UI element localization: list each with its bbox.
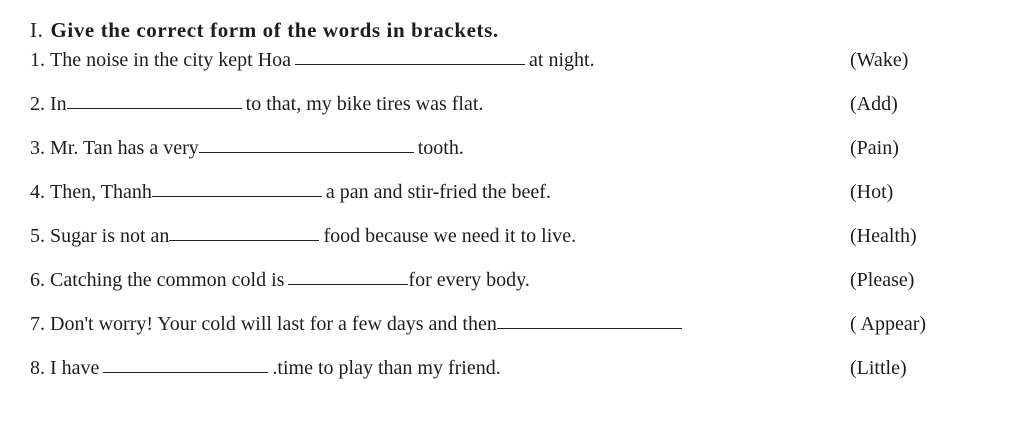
question-number: 1.	[30, 49, 45, 72]
word-cue: (Add)	[850, 93, 898, 116]
question-text-after-blank: .time to play than my friend.	[272, 357, 501, 380]
word-cue: (Little)	[850, 357, 907, 380]
answer-blank[interactable]	[288, 268, 408, 285]
question-body	[30, 313, 686, 334]
question-body	[30, 93, 483, 114]
question-text-after-blank: at night.	[529, 49, 595, 72]
question-number: 5.	[30, 225, 45, 248]
question-text-after-blank: food because we need it to live.	[323, 225, 577, 248]
word-cue: (Pain)	[850, 137, 899, 160]
question-number: 6.	[30, 269, 45, 292]
question-text-before-blank: In	[50, 93, 67, 116]
question-row	[30, 181, 1000, 225]
answer-blank[interactable]	[199, 136, 414, 153]
word-cue: (Health)	[850, 225, 917, 248]
question-body	[30, 269, 530, 290]
question-number: 3.	[30, 137, 45, 160]
question-row	[30, 225, 1000, 269]
question-number: 8.	[30, 357, 45, 380]
answer-blank[interactable]	[67, 92, 242, 109]
question-row	[30, 49, 1000, 93]
question-text-after-blank: to that, my bike tires was flat.	[245, 93, 484, 116]
question-body	[30, 225, 576, 246]
question-text-before-blank: Don't worry! Your cold will last for a few days and then	[50, 313, 497, 336]
section-heading-text: Give the correct form of the words in brackets.	[50, 18, 499, 42]
question-number: 4.	[30, 181, 45, 204]
question-row	[30, 357, 1000, 401]
question-text-before-blank: Catching the common cold is	[50, 269, 285, 292]
answer-blank[interactable]	[103, 356, 268, 373]
question-text-before-blank: Mr. Tan has a very	[50, 137, 199, 160]
question-text-before-blank: Then, Thanh	[50, 181, 152, 204]
question-text-after-blank: for every body.	[408, 269, 530, 292]
section-numeral: I.	[30, 18, 44, 42]
answer-blank[interactable]	[497, 312, 682, 329]
answer-blank[interactable]	[295, 48, 525, 65]
question-text-after-blank: a pan and stir-fried the beef.	[325, 181, 551, 204]
question-list	[30, 49, 1000, 401]
word-cue: (Please)	[850, 269, 915, 292]
question-text-before-blank: The noise in the city kept Hoa	[50, 49, 292, 72]
question-body	[30, 181, 551, 202]
question-text-before-blank: I have	[50, 357, 100, 380]
word-cue: ( Appear)	[850, 313, 927, 336]
answer-blank[interactable]	[169, 224, 319, 241]
question-row	[30, 269, 1000, 313]
question-body	[30, 357, 501, 378]
question-text-before-blank: Sugar is not an	[50, 225, 170, 248]
question-number: 2.	[30, 93, 45, 116]
question-number: 7.	[30, 313, 45, 336]
word-cue: (Hot)	[850, 181, 894, 204]
question-row	[30, 137, 1000, 181]
question-body	[30, 137, 464, 158]
question-text-after-blank: tooth.	[417, 137, 464, 160]
question-row	[30, 313, 1000, 357]
word-cue: (Wake)	[850, 49, 909, 72]
question-body	[30, 49, 595, 70]
page-title	[30, 18, 1000, 43]
answer-blank[interactable]	[152, 180, 322, 197]
question-row	[30, 93, 1000, 137]
